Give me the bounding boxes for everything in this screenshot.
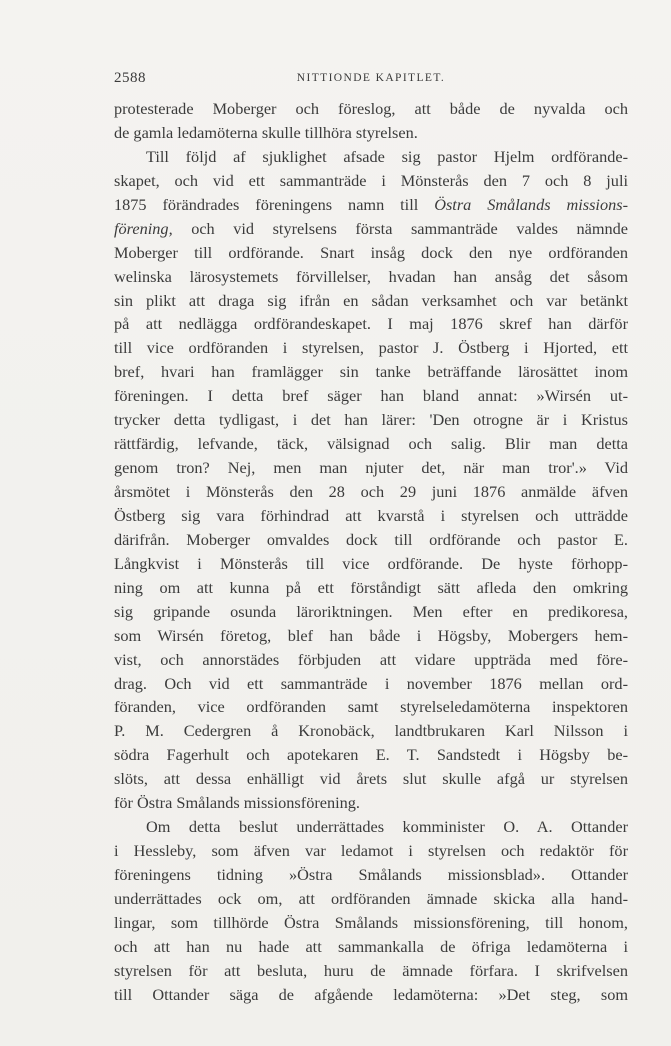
text-line: till vice ordföranden i styrelsen, pastor J. Östberg i Hjorted, ett xyxy=(114,338,628,358)
page-number: 2588 xyxy=(114,70,146,86)
text-line: styrelsen för att besluta, huru de ämnade förfara. I skrifvelsen xyxy=(114,960,628,980)
text-line: vist, och annorstädes förbjuden att vidare uppträda med före- xyxy=(114,649,628,669)
text-line: till Ottander säga de afgående ledamöterna: »Det steg, som xyxy=(114,984,628,1004)
text-line: bref, hvari han framlägger sin tanke beträffande lärosättet inom xyxy=(114,362,628,382)
text-line: Östberg sig vara förhindrad att kvarstå i styrelsen och utträdde xyxy=(114,505,628,525)
text-line: underrättades ock om, att ordföranden ämnade skicka alla hand- xyxy=(114,888,628,908)
text-line: sig gripande osunda läroriktningen. Men efter en predikoresa, xyxy=(114,601,628,621)
text-line: rättfärdig, lefvande, täck, välsignad och salig. Blir man detta xyxy=(114,434,628,454)
text-line: sin plikt att draga sig ifrån en sådan verksamhet och var betänkt xyxy=(114,290,628,310)
text-line: Om detta beslut underrättades komminister O. A. Ottander xyxy=(146,817,628,837)
italic-text: Östra Smålands missions- xyxy=(434,194,628,214)
text-line: för Östra Smålands missionsförening. xyxy=(114,793,360,813)
italic-text: förening, xyxy=(114,218,173,238)
body-text xyxy=(114,97,628,1007)
text-line: slöts, att dessa enhälligt vid årets slut skulle afgå ur styrelsen xyxy=(114,769,628,789)
text-line: Moberger till ordförande. Snart insåg dock den nye ordföranden xyxy=(114,242,628,262)
text-line: och att han nu hade att sammankalla de öfriga ledamöterna i xyxy=(114,936,628,956)
text-line: skapet, och vid ett sammanträde i Mönsterås den 7 och 8 juli xyxy=(114,170,628,190)
text-line: på att nedlägga ordförandeskapet. I maj 1876 skref han därför xyxy=(114,314,628,334)
text-line: Till följd af sjuklighet afsade sig pastor Hjelm ordförande- xyxy=(146,146,628,166)
text-line: som Wirsén företog, blef han både i Högsby, Mobergers hem- xyxy=(114,625,628,645)
text-line: årsmötet i Mönsterås den 28 och 29 juni 1876 anmälde äfven xyxy=(114,482,628,501)
text-line: lingar, som tillhörde Östra Smålands missionsförening, till honom, xyxy=(114,912,628,932)
text-line: förening, och vid styrelsens första sammanträde valdes nämnde xyxy=(114,218,628,238)
text-line: welinska lärosystemets förvillelser, hvadan han ansåg det såsom xyxy=(114,266,628,286)
text-line: föreningen. I detta bref säger han bland annat: »Wirsén ut- xyxy=(114,386,628,406)
text-line: drag. Och vid ett sammanträde i november 1876 mellan ord- xyxy=(114,673,628,693)
text-line: P. M. Cedergren å Kronobäck, landtbrukaren Karl Nilsson i xyxy=(114,721,628,741)
text-line: trycker detta tydligast, i det han lärer: 'Den otrogne är i Kristus xyxy=(114,410,628,430)
text-line: därifrån. Moberger omvaldes dock till ordförande och pastor E. xyxy=(114,529,628,549)
text-line: i Hessleby, som äfven var ledamot i styrelsen och redaktör för xyxy=(114,841,628,861)
text-line: protesterade Moberger och föreslog, att både de nyvalda och xyxy=(114,99,628,118)
text-line: föranden, vice ordföranden samt styrelseledamöterna inspektoren xyxy=(114,697,628,717)
text-line: genom tron? Nej, men man njuter det, när man tror'.» Vid xyxy=(114,458,628,478)
text-line: 1875 förändrades föreningens namn till Östra Smålands missions- xyxy=(114,194,628,214)
text-line: ning om att kunna på ett förståndigt sätt afleda den omkring xyxy=(114,577,628,597)
text-line: Långkvist i Mönsterås till vice ordförande. De hyste förhopp- xyxy=(114,553,628,573)
text-line: föreningens tidning »Östra Smålands missionsblad». Ottander xyxy=(114,865,628,884)
page-header xyxy=(114,70,628,90)
text-line: södra Fagerhult och apotekaren E. T. Sandstedt i Högsby be- xyxy=(114,745,628,765)
running-head: NITTIONDE KAPITLET. xyxy=(296,72,446,84)
text-line: de gamla ledamöterna skulle tillhöra styrelsen. xyxy=(114,122,418,142)
